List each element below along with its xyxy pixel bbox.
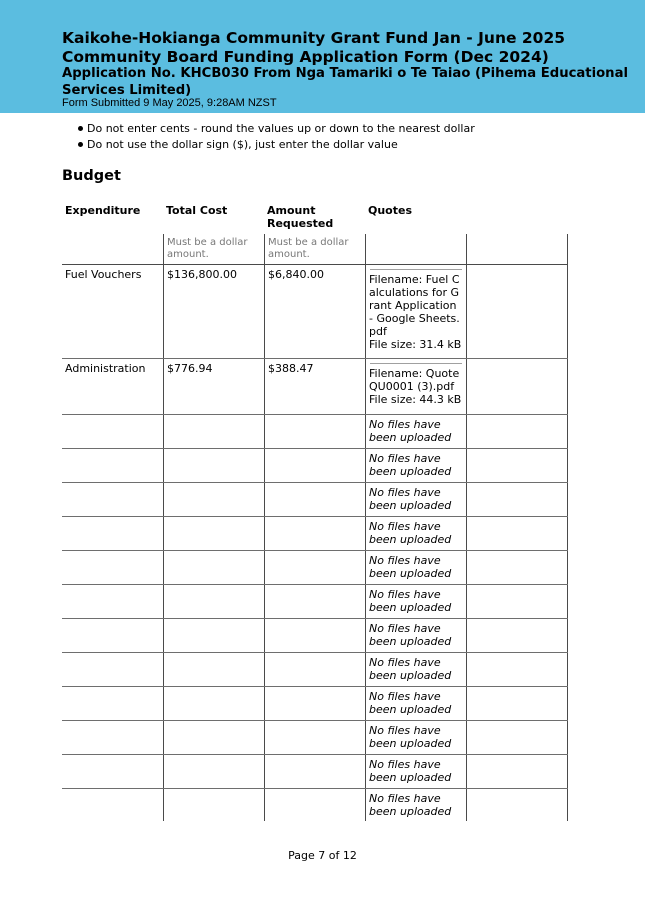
table-row <box>62 359 568 415</box>
column-header-expenditure: Expenditure <box>65 204 141 217</box>
empty-cell <box>163 653 264 686</box>
quote-filename[interactable]: Filename: Quote QU0001 (3).pdf <box>369 367 460 393</box>
quote-file-size: File size: 31.4 kB <box>369 338 462 351</box>
column-header-total-cost: Total Cost <box>166 204 228 217</box>
empty-cell <box>163 755 264 788</box>
instructions-list <box>78 121 475 153</box>
empty-cell <box>264 585 365 618</box>
empty-cell <box>163 619 264 652</box>
hint-cell <box>466 234 568 264</box>
quote-file-cell <box>365 359 466 414</box>
empty-cell <box>466 721 568 754</box>
grant-fund-title: Kaikohe-Hokianga Community Grant Fund Jan - June 2025 <box>62 29 566 47</box>
no-files-cell: No files have been uploaded <box>365 687 466 720</box>
total-cost-cell: $136,800.00 <box>163 265 264 358</box>
quote-file-cell <box>365 265 466 358</box>
table-row <box>62 551 568 585</box>
submitted-timestamp: Form Submitted 9 May 2025, 9:28AM NZST <box>62 97 277 109</box>
extra-cell <box>466 265 568 358</box>
table-header <box>62 200 568 234</box>
no-files-cell: No files have been uploaded <box>365 619 466 652</box>
empty-cell <box>466 483 568 516</box>
empty-cell <box>264 687 365 720</box>
empty-cell <box>62 483 163 516</box>
empty-cell <box>264 619 365 652</box>
budget-heading: Budget <box>62 168 121 184</box>
empty-cell <box>466 517 568 550</box>
empty-cell <box>62 619 163 652</box>
form-header <box>0 0 645 113</box>
empty-cell <box>163 517 264 550</box>
empty-cell <box>264 755 365 788</box>
empty-cell <box>163 585 264 618</box>
empty-cell <box>466 551 568 584</box>
empty-cell <box>62 551 163 584</box>
empty-cell <box>163 721 264 754</box>
total-cost-cell: $776.94 <box>163 359 264 414</box>
table-row <box>62 585 568 619</box>
empty-cell <box>62 653 163 686</box>
table-row <box>62 619 568 653</box>
no-files-cell: No files have been uploaded <box>365 551 466 584</box>
amount-requested-hint: Must be a dollar amount. <box>264 234 365 264</box>
no-files-cell: No files have been uploaded <box>365 483 466 516</box>
no-files-cell: No files have been uploaded <box>365 755 466 788</box>
table-row <box>62 653 568 687</box>
total-cost-hint: Must be a dollar amount. <box>163 234 264 264</box>
quote-filename[interactable]: Filename: Fuel Calculations for Grant Application - Google Sheets.pdf <box>369 273 460 338</box>
hint-cell <box>62 234 163 264</box>
empty-cell <box>264 483 365 516</box>
table-row <box>62 721 568 755</box>
table-row <box>62 517 568 551</box>
empty-cell <box>163 483 264 516</box>
no-files-cell: No files have been uploaded <box>365 721 466 754</box>
empty-rows <box>62 415 568 821</box>
table-row <box>62 789 568 821</box>
empty-cell <box>466 585 568 618</box>
amount-requested-cell: $6,840.00 <box>264 265 365 358</box>
table-row <box>62 483 568 517</box>
table-row <box>62 265 568 359</box>
quote-file-size: File size: 44.3 kB <box>369 393 462 406</box>
empty-cell <box>163 687 264 720</box>
no-files-cell: No files have been uploaded <box>365 653 466 686</box>
empty-cell <box>264 551 365 584</box>
no-files-cell: No files have been uploaded <box>365 585 466 618</box>
empty-cell <box>163 415 264 448</box>
empty-cell <box>466 687 568 720</box>
empty-cell <box>264 415 365 448</box>
hint-cell <box>365 234 466 264</box>
empty-cell <box>466 619 568 652</box>
empty-cell <box>62 687 163 720</box>
empty-cell <box>62 517 163 550</box>
table-row <box>62 449 568 483</box>
empty-cell <box>163 449 264 482</box>
empty-cell <box>466 755 568 788</box>
expenditure-cell: Fuel Vouchers <box>65 268 142 281</box>
empty-cell <box>62 721 163 754</box>
extra-cell <box>466 359 568 414</box>
empty-cell <box>62 449 163 482</box>
table-row <box>62 755 568 789</box>
column-header-amount-requested: Amount Requested <box>267 204 334 230</box>
empty-cell <box>264 449 365 482</box>
no-files-cell: No files have been uploaded <box>365 415 466 448</box>
instruction-item: Do not enter cents - round the values up or down to the nearest dollar <box>78 121 475 137</box>
empty-cell <box>264 653 365 686</box>
empty-cell <box>62 789 163 821</box>
page-number: Page 7 of 12 <box>288 849 357 862</box>
no-files-cell: No files have been uploaded <box>365 789 466 821</box>
empty-cell <box>62 585 163 618</box>
empty-cell <box>466 789 568 821</box>
empty-cell <box>163 789 264 821</box>
empty-cell <box>466 449 568 482</box>
no-files-cell: No files have been uploaded <box>365 449 466 482</box>
empty-cell <box>62 415 163 448</box>
no-files-cell: No files have been uploaded <box>365 517 466 550</box>
empty-cell <box>466 653 568 686</box>
hint-row <box>62 234 568 265</box>
empty-cell <box>264 789 365 821</box>
empty-cell <box>264 517 365 550</box>
amount-requested-cell: $388.47 <box>264 359 365 414</box>
instruction-item: Do not use the dollar sign ($), just enter the dollar value <box>78 137 475 153</box>
empty-cell <box>264 721 365 754</box>
table-row <box>62 415 568 449</box>
table-row <box>62 687 568 721</box>
budget-table <box>62 200 568 821</box>
form-title: Community Board Funding Application Form (Dec 2024) <box>62 48 549 66</box>
empty-cell <box>466 415 568 448</box>
empty-cell <box>163 551 264 584</box>
empty-cell <box>62 755 163 788</box>
application-number: Application No. KHCB030 From Nga Tamariki o Te Taiao (Pihema Educational Services Limited) <box>62 66 628 98</box>
column-header-quotes: Quotes <box>368 204 413 217</box>
expenditure-cell: Administration <box>65 362 146 375</box>
